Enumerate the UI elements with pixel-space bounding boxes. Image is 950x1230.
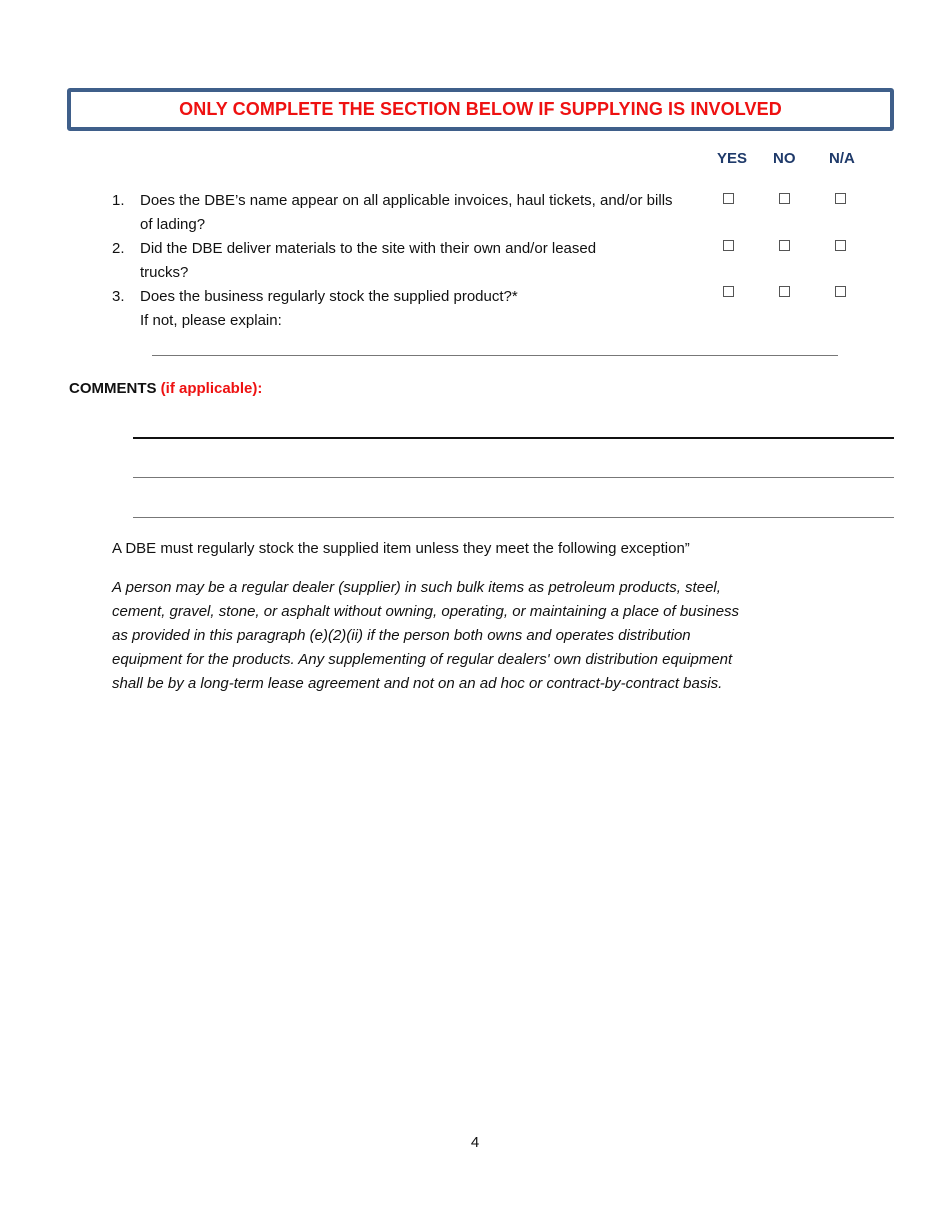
exception-text (112, 576, 772, 696)
question-text: Does the business regularly stock the supplied product?* (140, 288, 518, 305)
exception-text-line: equipment for the products. Any supplementing of regular dealers' own distribution equipment (112, 651, 733, 668)
question-number: 1. (112, 192, 125, 209)
exception-text-line: as provided in this paragraph (e)(2)(ii) if the person both owns and operates distribution (112, 627, 691, 644)
comment-line-1[interactable] (133, 437, 894, 439)
explain-answer-line[interactable] (152, 355, 838, 356)
question-number: 3. (112, 288, 125, 305)
question-text-continued: trucks? (140, 264, 189, 281)
question-text: Does the DBE’s name appear on all applicable invoices, haul tickets, and/or bills (140, 192, 673, 209)
section-banner (67, 88, 894, 131)
q3-yes-checkbox[interactable] (723, 286, 734, 297)
exception-text-line: cement, gravel, stone, or asphalt without owning, operating, or maintaining a place of business (112, 603, 740, 620)
q2-yes-checkbox[interactable] (723, 240, 734, 251)
q1-na-checkbox[interactable] (835, 193, 846, 204)
question-number: 2. (112, 240, 125, 257)
q1-yes-checkbox[interactable] (723, 193, 734, 204)
comment-line-2[interactable] (133, 477, 894, 478)
column-header-yes: YES (717, 150, 748, 167)
q1-no-checkbox[interactable] (779, 193, 790, 204)
page-number: 4 (470, 1134, 480, 1151)
question-explain-prompt: If not, please explain: (140, 312, 282, 329)
exception-intro: A DBE must regularly stock the supplied item unless they meet the following exception” (112, 540, 690, 557)
comments-qualifier: (if applicable): (160, 380, 263, 397)
q3-na-checkbox[interactable] (835, 286, 846, 297)
comments-title: COMMENTS (69, 380, 157, 397)
column-header-no: NO (773, 150, 796, 167)
column-header-na: N/A (829, 150, 855, 167)
question-text: Did the DBE deliver materials to the site with their own and/or leased (140, 240, 597, 257)
exception-text-line: A person may be a regular dealer (supplier) in such bulk items as petroleum products, steel, (112, 579, 721, 596)
banner-title: ONLY COMPLETE THE SECTION BELOW IF SUPPLYING IS INVOLVED (179, 99, 782, 119)
question-text-continued: of lading? (140, 216, 206, 233)
q3-no-checkbox[interactable] (779, 286, 790, 297)
q2-na-checkbox[interactable] (835, 240, 846, 251)
comment-line-3[interactable] (133, 517, 894, 518)
comments-label (69, 380, 262, 397)
q2-no-checkbox[interactable] (779, 240, 790, 251)
exception-text-line: shall be by a long-term lease agreement and not on an ad hoc or contract-by-contract basis. (112, 675, 723, 692)
